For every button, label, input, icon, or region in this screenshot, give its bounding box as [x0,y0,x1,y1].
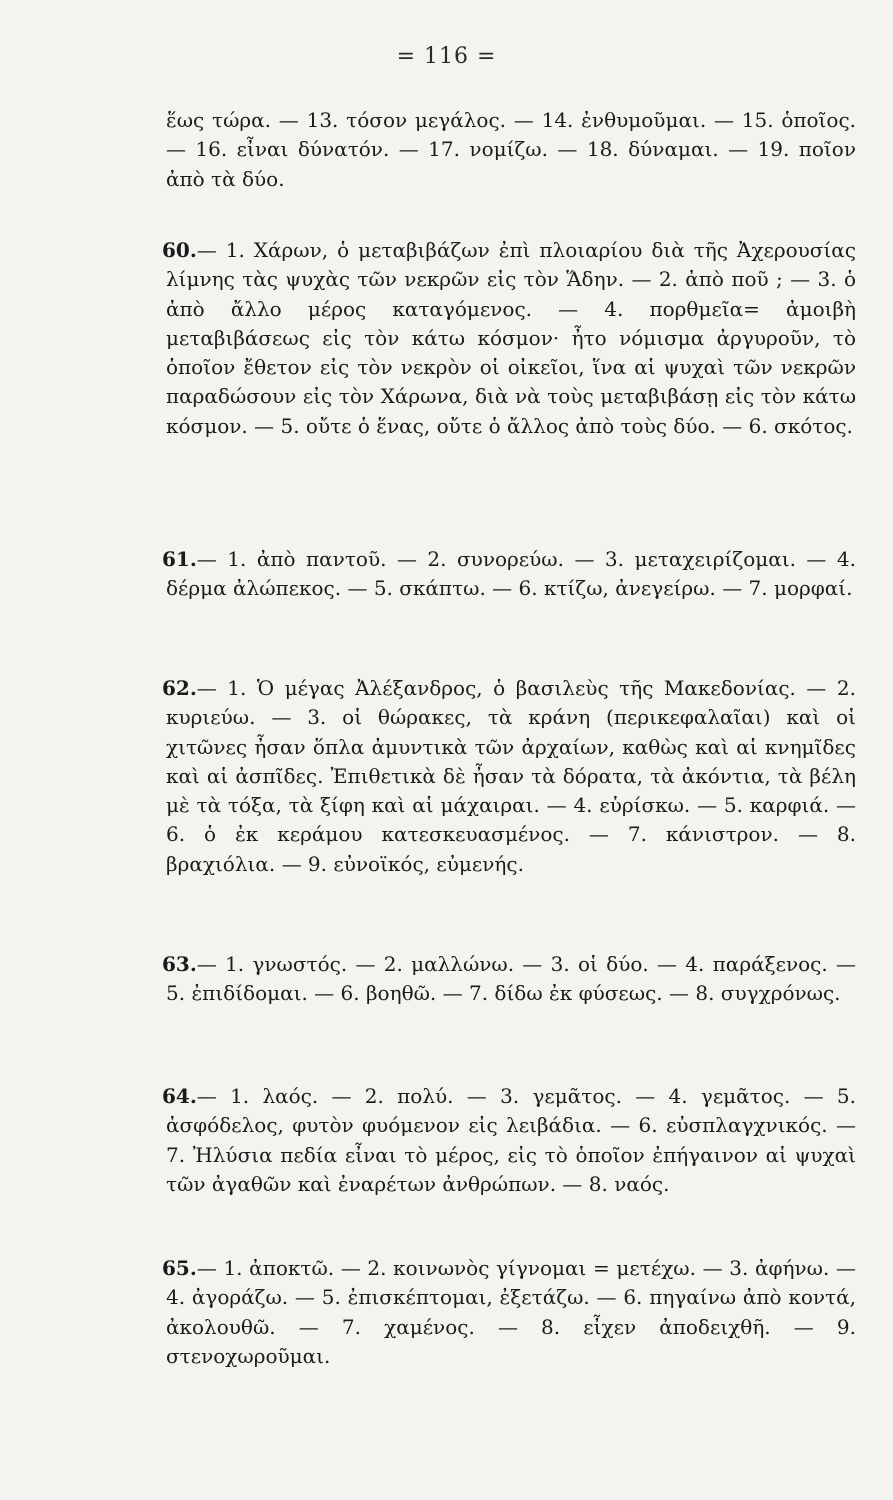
entry-text: — 1. ἀπὸ παντοῦ. — 2. συνορεύω. — 3. μεταχειρίζομαι. — 4. δέρμα ἀλώπεκος. — 5. σκάπτω. — 6. κτίζω, ἀνεγείρω. — 7. μορφαί. [166,547,856,601]
entry-text: — 1. λαός. — 2. πολύ. — 3. γεμᾶτος. — 4. γεμᾶτος. — 5. ἀσφόδελος, φυτὸν φυόμενον εἰς λειβάδια. — 6. εὐσπλαγχνικός. — 7. Ἠλύσια πεδία εἶναι τὸ μέρος, εἰς τὸ ὁποῖον ἐπήγαινον αἱ ψυχαὶ τῶν ἀγαθῶν καὶ ἐναρέτων ἀνθρώπων. — 8. ναός. [166,1084,856,1196]
entry-text: — 1. γνωστός. — 2. μαλλώνω. — 3. οἱ δύο. — 4. παράξενος. — 5. ἐπιδίδομαι. — 6. βοηθῶ. — 7. δίδω ἐκ φύσεως. — 8. συγχρόνως. [166,952,856,1006]
entry-number: 60. [162,238,197,262]
entry-text: — 1. Χάρων, ὁ μεταβιβάζων ἐπὶ πλοιαρίου διὰ τῆς Ἀχερουσίας λίμνης τὰς ψυχὰς τῶν νεκρῶν εἰς τὸν Ἅδην. — 2. ἀπὸ ποῦ ; — 3. ὁ ἀπὸ ἄλλο μέρος καταγόμενος. — 4. πορθμεῖα= ἀμοιβὴ μεταβιβάσεως εἰς τὸν κάτω κόσμον· ἦτο νόμισμα ἀργυροῦν, τὸ ὁποῖον ἔθετον εἰς τὸν νεκρὸν οἱ οἰκεῖοι, ἵνα αἱ ψυχαὶ τῶν νεκρῶν παραδώσουν εἰς τὸν Χάρωνα, διὰ νὰ τοὺς μεταβιβάσῃ εἰς τὸν κάτω κόσμον. — 5. οὔτε ὁ ἕνας, οὔτε ὁ ἄλλος ἀπὸ τοὺς δύο. — 6. σκότος. [166,238,856,438]
entry-text: — 1. ἀποκτῶ. — 2. κοινωνὸς γίγνομαι = μετέχω. — 3. ἀφήνω. — 4. ἀγοράζω. — 5. ἐπισκέπτομαι, ἐξετάζω. — 6. πηγαίνω ἀπὸ κοντά, ἀκολουθῶ. — 7. χαμένος. — 8. εἶχεν ἀποδειχθῆ. — 9. στενοχωροῦμαι. [166,1256,856,1368]
exercise-entry [162,674,856,879]
exercise-entry [162,545,856,604]
entry-number: 64. [162,1084,197,1108]
entry-number: 61. [162,547,197,571]
entry-text: — 1. Ὁ μέγας Ἀλέξανδρος, ὁ βασιλεὺς τῆς Μακεδονίας. — 2. κυριεύω. — 3. οἱ θώρακες, τὰ κράνη (περικεφαλαῖαι) καὶ οἱ χιτῶνες ἦσαν ὅπλα ἀμυντικὰ τῶν ἀρχαίων, καθὼς καὶ αἱ κνημῖδες καὶ αἱ ἀσπῖδες. Ἐπιθετικὰ δὲ ἦσαν τὰ δόρατα, τὰ ἀκόντια, τὰ βέλη μὲ τὰ τόξα, τὰ ξίφη καὶ αἱ μάχαιραι. — 4. εὑρίσκω. — 5. καρφιά. — 6. ὁ ἐκ κεράμου κατεσκευασμένος. — 7. κάνιστρον. — 8. βραχιόλια. — 9. εὐνοϊκός, εὐμενής. [166,676,856,876]
entry-number: 63. [162,952,197,976]
exercise-entry [162,236,856,441]
exercise-entry [162,1082,856,1199]
page-number: = 116 = [396,44,497,69]
intro-paragraph [166,106,856,194]
exercise-entry [162,950,856,1009]
entry-number: 65. [162,1256,197,1280]
entry-number: 62. [162,676,197,700]
intro-text: ἕως τώρα. — 13. τόσον μεγάλος. — 14. ἐνθυμοῦμαι. — 15. ὁποῖος. — 16. εἶναι δύνατόν. — 17. νομίζω. — 18. δύναμαι. — 19. ποῖον ἀπὸ τὰ δύο. [166,108,856,191]
exercise-entry [162,1254,856,1371]
